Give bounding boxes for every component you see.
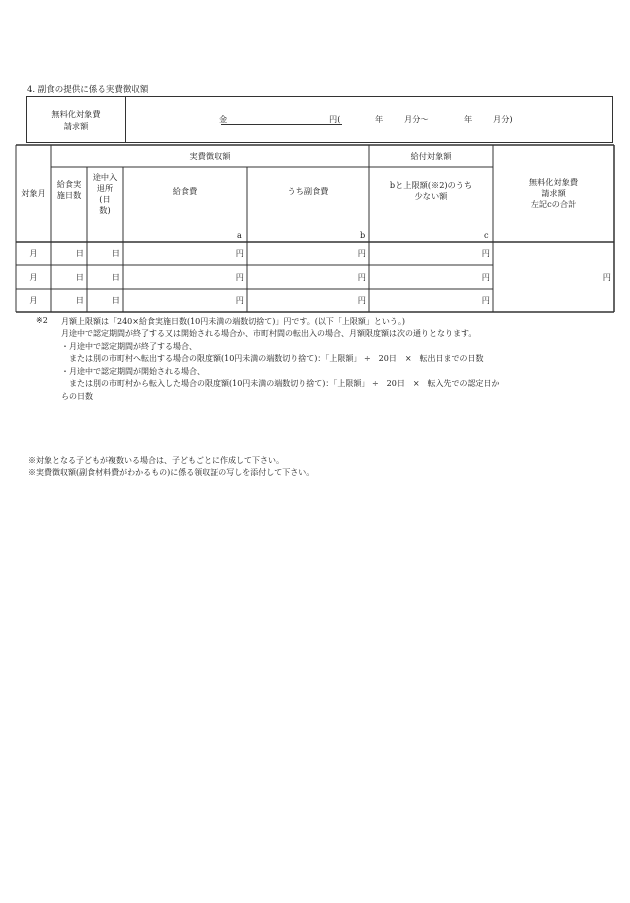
note-multiple-children: ※対象となる子どもが複数いる場合は、子どもごとに作成して下さい。	[28, 456, 284, 465]
row3-days[interactable]: 日	[75, 295, 84, 305]
section-title: 4. 副食の提供に係る実費徴収額	[27, 85, 149, 95]
row2-days[interactable]: 日	[75, 271, 84, 282]
head-lesser-amount	[369, 176, 493, 206]
month-from-label: 月分～	[404, 114, 429, 124]
mark-a: a	[237, 230, 242, 240]
row2-side-fee[interactable]: 円	[357, 271, 366, 282]
head-meal-days	[51, 178, 87, 202]
head-free-claim	[493, 167, 614, 219]
row3-side-fee[interactable]: 円	[357, 295, 366, 305]
note-end-case: ・月途中で認定期間が終了する場合、	[61, 342, 197, 351]
head-meal-days-l2: 施日数	[56, 190, 82, 200]
head-meal-fee: 給食費	[172, 185, 198, 196]
free-claim-amount-field[interactable]	[125, 97, 612, 142]
row3-meal-fee[interactable]: 円	[235, 295, 244, 305]
head-actual-fee: 実費徴収額	[189, 150, 231, 161]
row2-meal-fee[interactable]: 円	[235, 271, 244, 282]
note-receipt: ※実費徴収額(副食材料費がわかるもの)に係る領収証の写しを添付して下さい。	[28, 468, 315, 477]
total-free-claim[interactable]: 円	[602, 271, 611, 282]
amount-underline	[221, 124, 342, 125]
row1-meal-fee[interactable]: 円	[235, 248, 244, 258]
note-mark-2: ※2	[36, 316, 48, 325]
head-meal-days-l1: 給食実	[56, 179, 82, 189]
note-upper-limit: 月額上限額は「240×給食実施日数(10円未満の端数切捨て)」円です。(以下「上限額」という。)	[61, 317, 405, 326]
note-start-formula-cont: らの日数	[61, 392, 93, 401]
row1-side-fee[interactable]: 円	[357, 248, 366, 258]
head-lesser-l2: 少ない額	[414, 191, 448, 201]
year-from-label: 年	[375, 114, 384, 124]
row1-lesser[interactable]: 円	[481, 248, 490, 258]
head-free-claim-l3: 左記cの合計	[530, 198, 577, 209]
head-midway-l1: 途中入	[92, 172, 118, 182]
month-to-label: 月分)	[493, 114, 513, 124]
mark-c: c	[484, 230, 489, 240]
row2-month[interactable]: 月	[29, 271, 38, 282]
mark-b: b	[360, 230, 366, 240]
free-claim-summary-box	[26, 96, 613, 143]
kin-label: 金	[219, 114, 228, 124]
head-side-fee: うち副食費	[287, 185, 329, 196]
free-claim-label	[27, 97, 126, 142]
yen-paren-label: 円(	[329, 114, 341, 124]
note-start-case: ・月途中で認定期間が開始される場合、	[61, 367, 205, 376]
row1-month[interactable]: 月	[29, 248, 38, 258]
head-benefit-amount: 給付対象額	[410, 150, 452, 161]
head-midway-l2: 退所	[96, 183, 114, 193]
row3-midway[interactable]: 日	[111, 295, 120, 305]
head-midway-l3: (日	[99, 194, 111, 204]
row2-midway[interactable]: 日	[111, 271, 120, 282]
head-midway-days	[87, 168, 123, 220]
head-free-claim-l1: 無料化対象費	[528, 176, 579, 187]
free-claim-label-line1: 無料化対象費	[51, 108, 101, 119]
head-free-claim-l2: 請求額	[541, 187, 566, 198]
head-midway-l4: 数)	[99, 205, 111, 215]
head-target-month: 対象月	[21, 188, 46, 198]
note-end-formula: または別の市町村へ転出する場合の限度額(10円未満の端数切り捨て)：「上限額」 ÷ 20日 × 転出日までの日数	[69, 354, 484, 363]
row2-lesser[interactable]: 円	[481, 271, 490, 282]
row1-midway[interactable]: 日	[111, 248, 120, 258]
row3-month[interactable]: 月	[29, 295, 38, 305]
note-start-formula: または別の市町村から転入した場合の限度額(10円未満の端数切り捨て)：「上限額」 ÷ 20日 × 転入先での認定日か	[69, 379, 500, 388]
row1-days[interactable]: 日	[75, 248, 84, 258]
note-midmonth: 月途中で認定期間が終了する又は開始される場合か、市町村間の転出入の場合、月額限度額は次の通りとなります。	[61, 329, 477, 338]
year-to-label: 年	[464, 114, 473, 124]
head-lesser-l1: bと上限額(※2)のうち	[389, 180, 473, 190]
free-claim-label-line2: 請求額	[63, 120, 89, 131]
row3-lesser[interactable]: 円	[481, 295, 490, 305]
